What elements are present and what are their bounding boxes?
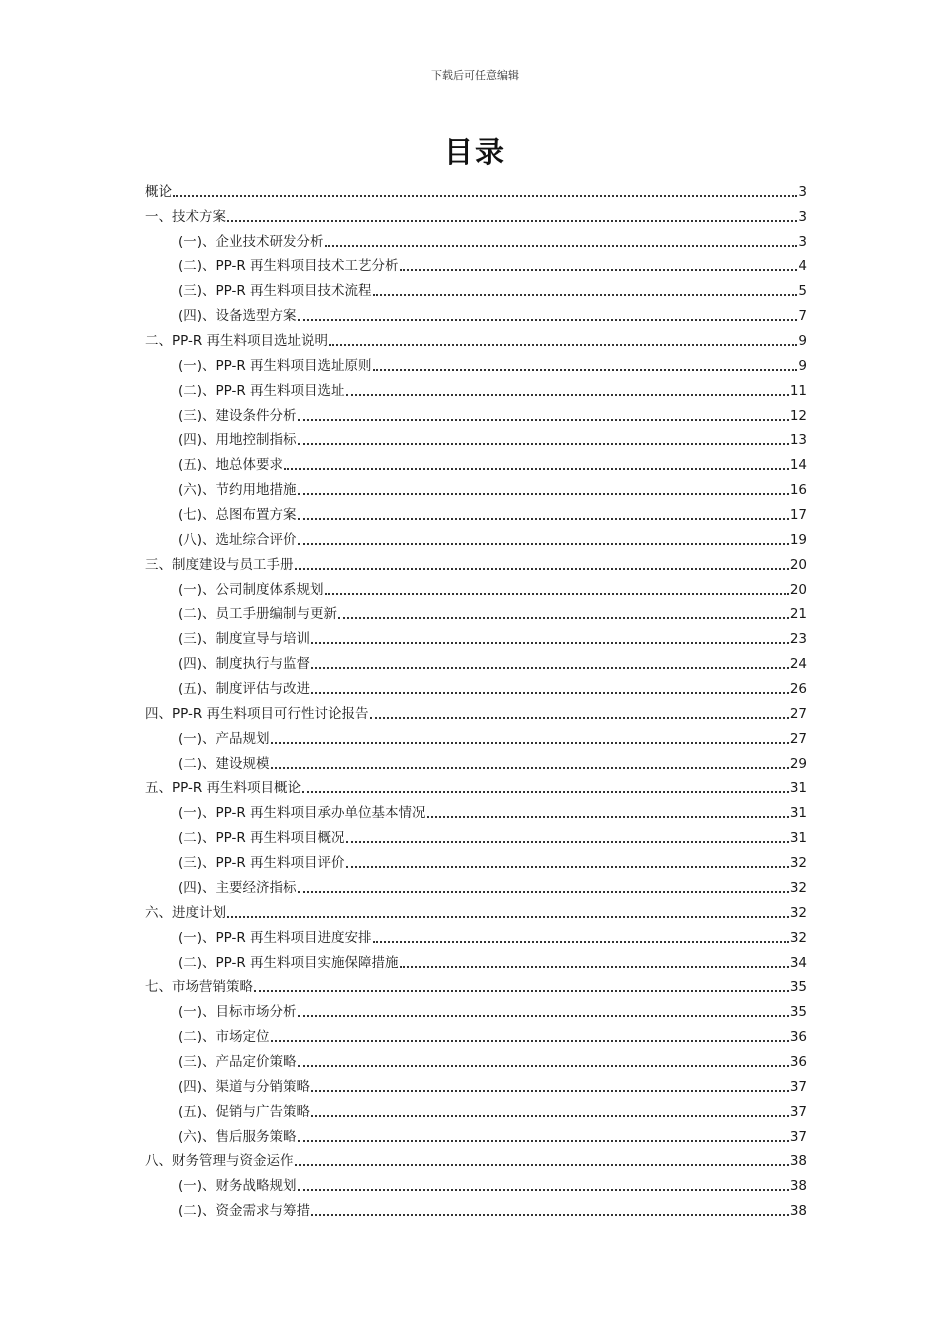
- toc-entry[interactable]: [145, 872, 807, 897]
- toc-dot-leader: [227, 220, 797, 222]
- toc-dot-leader: [373, 294, 798, 296]
- toc-dot-leader: [311, 642, 789, 644]
- toc-entry[interactable]: [145, 847, 807, 872]
- toc-entry[interactable]: [145, 201, 807, 226]
- toc-dot-leader: [298, 1065, 789, 1067]
- toc-dot-leader: [298, 443, 789, 445]
- toc-dot-leader: [346, 841, 789, 843]
- toc-entry-page: 9: [798, 357, 807, 374]
- toc-entry-page: 36: [789, 1029, 807, 1046]
- toc-dot-leader: [400, 269, 798, 271]
- toc-entry[interactable]: [145, 1121, 807, 1146]
- toc-dot-leader: [295, 1164, 789, 1166]
- toc-entry-page: 26: [789, 681, 807, 698]
- toc-dot-leader: [311, 667, 789, 669]
- toc-entry[interactable]: [145, 449, 807, 474]
- toc-entry-label: 四、PP-R 再生料项目可行性讨论报告: [145, 705, 369, 722]
- toc-entry-label: (三)、制度宣导与培训: [178, 631, 311, 648]
- toc-dot-leader: [311, 1115, 789, 1117]
- table-of-contents: [145, 176, 807, 1220]
- toc-entry[interactable]: [145, 549, 807, 574]
- toc-entry[interactable]: [145, 1170, 807, 1195]
- toc-entry[interactable]: [145, 673, 807, 698]
- toc-entry-page: 17: [789, 507, 807, 524]
- toc-entry[interactable]: [145, 773, 807, 798]
- toc-entry[interactable]: [145, 325, 807, 350]
- toc-entry[interactable]: [145, 1146, 807, 1171]
- toc-entry-page: 36: [789, 1053, 807, 1070]
- toc-entry-page: 32: [789, 879, 807, 896]
- toc-entry-page: 19: [789, 531, 807, 548]
- toc-entry-page: 35: [789, 1004, 807, 1021]
- toc-entry[interactable]: [145, 698, 807, 723]
- toc-entry-label: 二、PP-R 再生料项目选址说明: [145, 333, 329, 350]
- toc-entry-label: (一)、公司制度体系规划: [178, 581, 324, 598]
- toc-dot-leader: [271, 767, 789, 769]
- toc-entry[interactable]: [145, 574, 807, 599]
- toc-dot-leader: [271, 742, 789, 744]
- toc-dot-leader: [311, 1214, 789, 1216]
- toc-entry-label: (二)、员工手册编制与更新: [178, 606, 338, 623]
- toc-entry-page: 3: [798, 233, 807, 250]
- toc-entry[interactable]: [145, 474, 807, 499]
- toc-entry-page: 9: [798, 333, 807, 350]
- toc-entry-page: 14: [789, 457, 807, 474]
- toc-dot-leader: [271, 1040, 789, 1042]
- toc-entry-page: 37: [789, 1103, 807, 1120]
- toc-entry-label: (二)、资金需求与筹措: [178, 1203, 311, 1220]
- toc-entry-page: 38: [789, 1178, 807, 1195]
- toc-entry[interactable]: [145, 350, 807, 375]
- toc-dot-leader: [284, 468, 789, 470]
- toc-entry[interactable]: [145, 1195, 807, 1220]
- toc-dot-leader: [298, 1015, 789, 1017]
- toc-dot-leader: [298, 1189, 789, 1191]
- toc-entry[interactable]: [145, 226, 807, 251]
- toc-entry-page: 12: [789, 407, 807, 424]
- toc-entry[interactable]: [145, 623, 807, 648]
- toc-dot-leader: [302, 791, 789, 793]
- toc-entry-page: 16: [789, 482, 807, 499]
- toc-entry[interactable]: [145, 375, 807, 400]
- toc-entry-label: (一)、PP-R 再生料项目承办单位基本情况: [178, 805, 426, 822]
- toc-dot-leader: [346, 866, 789, 868]
- toc-entry-page: 21: [789, 606, 807, 623]
- toc-entry-label: (八)、选址综合评价: [178, 531, 297, 548]
- toc-entry-label: 七、市场营销策略: [145, 979, 253, 996]
- toc-dot-leader: [338, 617, 789, 619]
- toc-entry-page: 13: [789, 432, 807, 449]
- toc-entry-label: 三、制度建设与员工手册: [145, 556, 294, 573]
- toc-entry-label: (四)、主要经济指标: [178, 879, 297, 896]
- toc-entry-page: 24: [789, 656, 807, 673]
- toc-entry-label: (一)、财务战略规划: [178, 1178, 297, 1195]
- toc-entry-label: 五、PP-R 再生料项目概论: [145, 780, 302, 797]
- toc-entry-page: 20: [789, 556, 807, 573]
- toc-entry-label: (四)、用地控制指标: [178, 432, 297, 449]
- toc-entry-page: 5: [798, 283, 807, 300]
- toc-entry[interactable]: [145, 176, 807, 201]
- toc-entry-page: 32: [789, 904, 807, 921]
- toc-dot-leader: [325, 593, 789, 595]
- toc-entry-label: (一)、PP-R 再生料项目进度安排: [178, 929, 372, 946]
- toc-entry[interactable]: [145, 251, 807, 276]
- toc-entry[interactable]: [145, 275, 807, 300]
- toc-entry[interactable]: [145, 1046, 807, 1071]
- toc-dot-leader: [400, 966, 789, 968]
- toc-entry[interactable]: [145, 723, 807, 748]
- toc-dot-leader: [311, 1090, 789, 1092]
- toc-entry-label: (一)、目标市场分析: [178, 1004, 297, 1021]
- toc-dot-leader: [227, 916, 789, 918]
- toc-dot-leader: [173, 195, 797, 197]
- toc-entry-label: (三)、产品定价策略: [178, 1053, 297, 1070]
- toc-entry[interactable]: [145, 400, 807, 425]
- toc-dot-leader: [329, 344, 797, 346]
- toc-dot-leader: [346, 394, 789, 396]
- toc-entry-label: (六)、售后服务策略: [178, 1128, 297, 1145]
- toc-entry[interactable]: [145, 425, 807, 450]
- toc-entry-page: 29: [789, 755, 807, 772]
- toc-dot-leader: [298, 419, 789, 421]
- toc-entry-label: (五)、促销与广告策略: [178, 1103, 311, 1120]
- toc-entry[interactable]: [145, 524, 807, 549]
- toc-dot-leader: [295, 568, 789, 570]
- toc-entry-label: (三)、建设条件分析: [178, 407, 297, 424]
- toc-entry[interactable]: [145, 1021, 807, 1046]
- toc-entry-label: (一)、企业技术研发分析: [178, 233, 324, 250]
- toc-entry[interactable]: [145, 499, 807, 524]
- toc-entry-page: 4: [798, 258, 807, 275]
- toc-entry-page: 38: [789, 1203, 807, 1220]
- toc-entry-page: 7: [798, 308, 807, 325]
- toc-entry-label: (二)、建设规模: [178, 755, 270, 772]
- toc-dot-leader: [254, 990, 789, 992]
- toc-entry-label: (一)、产品规划: [178, 730, 270, 747]
- toc-entry-label: (四)、渠道与分销策略: [178, 1078, 311, 1095]
- toc-entry-label: 六、进度计划: [145, 904, 226, 921]
- toc-dot-leader: [298, 319, 798, 321]
- toc-entry-label: 一、技术方案: [145, 208, 226, 225]
- toc-entry-label: (二)、PP-R 再生料项目选址: [178, 382, 345, 399]
- toc-entry[interactable]: [145, 797, 807, 822]
- toc-entry[interactable]: [145, 897, 807, 922]
- toc-dot-leader: [373, 941, 789, 943]
- toc-entry-page: 37: [789, 1078, 807, 1095]
- toc-entry[interactable]: [145, 648, 807, 673]
- toc-entry-label: (三)、PP-R 再生料项目评价: [178, 855, 345, 872]
- toc-entry-label: (三)、PP-R 再生料项目技术流程: [178, 283, 372, 300]
- toc-entry-label: (六)、节约用地措施: [178, 482, 297, 499]
- toc-entry[interactable]: [145, 947, 807, 972]
- toc-dot-leader: [311, 692, 789, 694]
- toc-entry-page: 37: [789, 1128, 807, 1145]
- toc-entry[interactable]: [145, 748, 807, 773]
- toc-entry-label: (一)、PP-R 再生料项目选址原则: [178, 357, 372, 374]
- toc-entry[interactable]: [145, 996, 807, 1021]
- toc-entry[interactable]: [145, 1096, 807, 1121]
- toc-entry-page: 23: [789, 631, 807, 648]
- toc-entry-label: 八、财务管理与资金运作: [145, 1153, 294, 1170]
- toc-dot-leader: [298, 518, 789, 520]
- toc-entry-label: (二)、市场定位: [178, 1029, 270, 1046]
- toc-entry[interactable]: [145, 300, 807, 325]
- toc-dot-leader: [298, 891, 789, 893]
- toc-entry-label: (二)、PP-R 再生料项目概况: [178, 830, 345, 847]
- toc-entry[interactable]: [145, 599, 807, 624]
- toc-entry-page: 3: [798, 208, 807, 225]
- header-note: 下载后可任意编辑: [431, 69, 519, 82]
- toc-entry-page: 32: [789, 855, 807, 872]
- toc-entry-label: (五)、制度评估与改进: [178, 681, 311, 698]
- toc-entry-label: (五)、地总体要求: [178, 457, 284, 474]
- toc-entry-page: 3: [798, 183, 807, 200]
- toc-dot-leader: [373, 369, 798, 371]
- toc-entry-page: 31: [789, 805, 807, 822]
- toc-entry-label: (二)、PP-R 再生料项目实施保障措施: [178, 954, 399, 971]
- toc-entry-page: 35: [789, 979, 807, 996]
- toc-dot-leader: [325, 245, 798, 247]
- toc-entry-page: 20: [789, 581, 807, 598]
- toc-dot-leader: [370, 717, 789, 719]
- toc-dot-leader: [298, 493, 789, 495]
- toc-entry[interactable]: [145, 822, 807, 847]
- toc-entry-page: 11: [789, 382, 807, 399]
- toc-entry[interactable]: [145, 972, 807, 997]
- toc-dot-leader: [427, 816, 789, 818]
- toc-entry[interactable]: [145, 922, 807, 947]
- toc-entry-page: 31: [789, 780, 807, 797]
- toc-entry-page: 34: [789, 954, 807, 971]
- toc-dot-leader: [298, 543, 789, 545]
- toc-entry-page: 32: [789, 929, 807, 946]
- toc-entry[interactable]: [145, 1071, 807, 1096]
- toc-entry-label: (四)、设备选型方案: [178, 308, 297, 325]
- toc-entry-label: (二)、PP-R 再生料项目技术工艺分析: [178, 258, 399, 275]
- toc-dot-leader: [298, 1140, 789, 1142]
- page-title: 目录: [443, 135, 506, 169]
- toc-entry-page: 38: [789, 1153, 807, 1170]
- toc-entry-page: 27: [789, 705, 807, 722]
- toc-entry-label: 概论: [145, 183, 172, 200]
- toc-entry-page: 31: [789, 830, 807, 847]
- toc-entry-label: (七)、总图布置方案: [178, 507, 297, 524]
- toc-entry-label: (四)、制度执行与监督: [178, 656, 311, 673]
- toc-entry-page: 27: [789, 730, 807, 747]
